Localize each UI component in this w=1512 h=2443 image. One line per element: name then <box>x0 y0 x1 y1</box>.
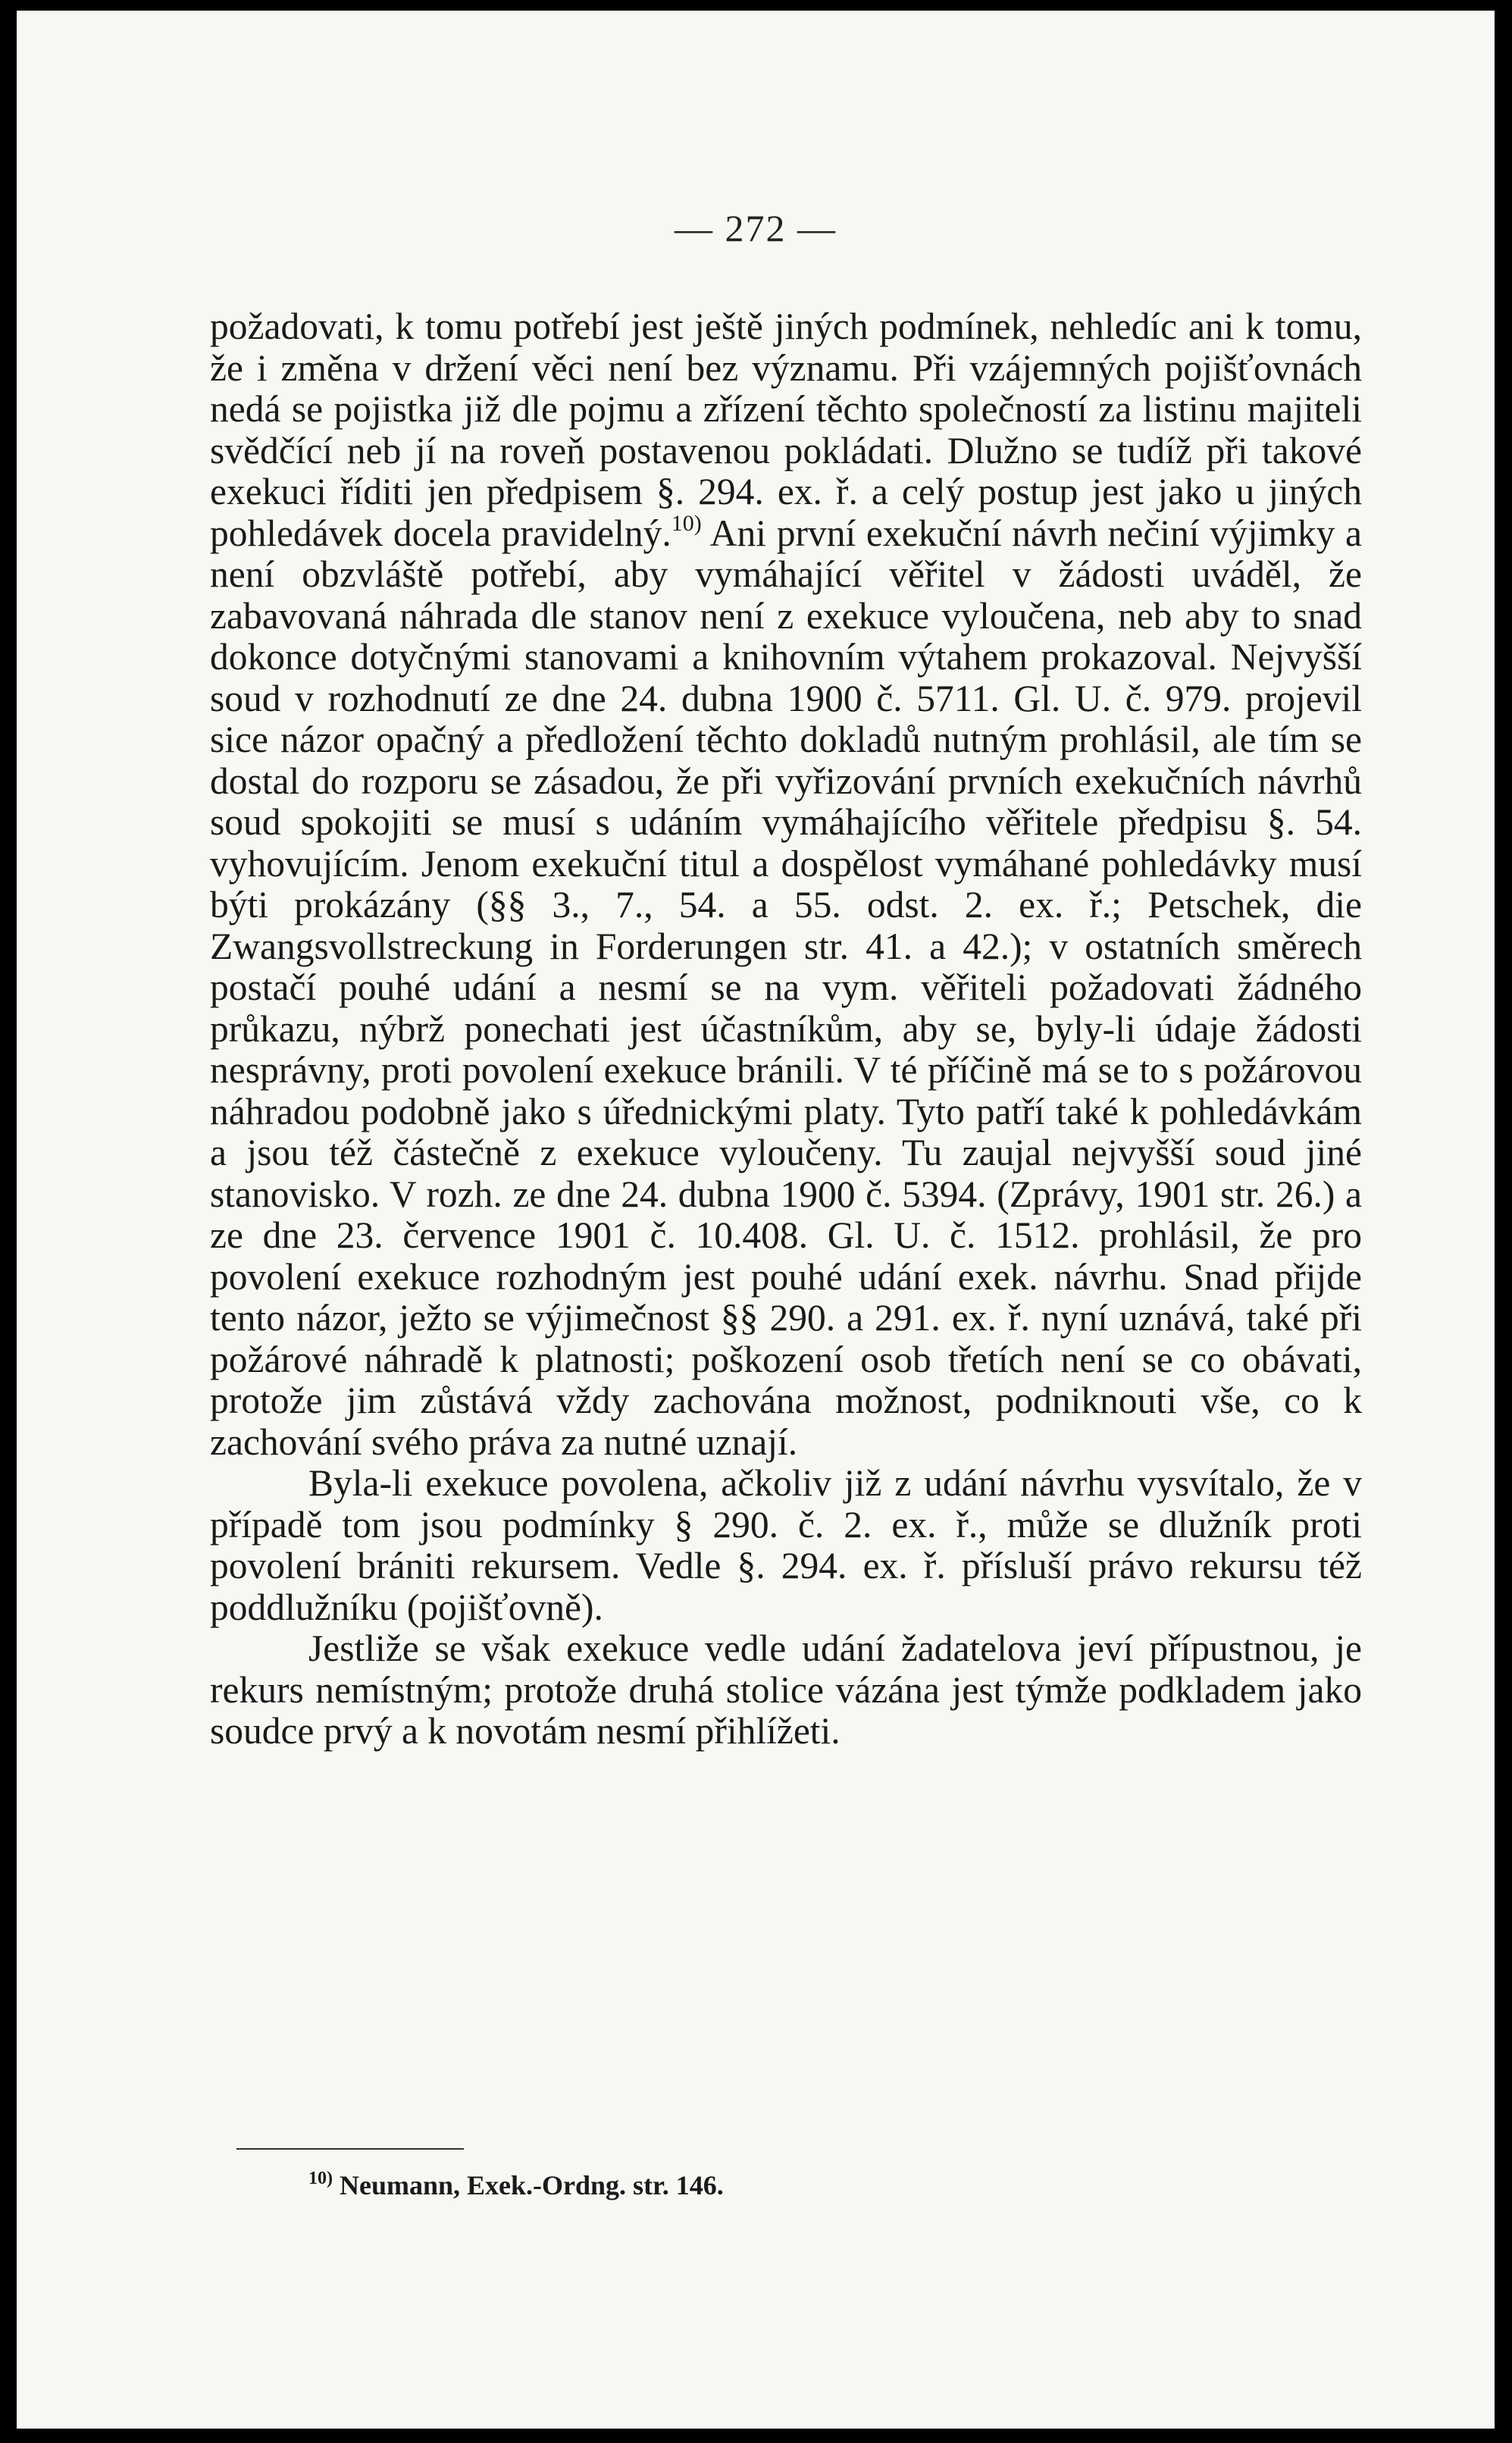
paragraph-1 <box>210 306 1362 1463</box>
body-text <box>210 306 1362 1752</box>
page-number: — 272 — <box>675 207 837 249</box>
footnote-divider <box>236 2148 464 2150</box>
footnote-reference[interactable]: 10) <box>671 510 702 536</box>
footnote <box>308 2169 724 2201</box>
paragraph-1-part-b: Ani první exekuční návrh nečiní výjimky a není obzvláště potřebí, aby vymáhající věřitel v žádosti uváděl, že zabavovaná náhrada dle stanov není z exekuce vyloučena, neb aby to snad dokonce dotyčnými stanovami a knihovním výtahem prokazoval. Nejvyšší soud v rozhodnutí ze dne 24. dubna 1900 č. 5711. Gl. U. č. 979. projevil sice názor opačný a předložení těchto dokladů nutným prohlásil, ale tím se dostal do rozporu se zásadou, že při vyřizování prvních exekučních návrhů soud spokojiti se musí s udáním vymáhajícího věřitele předpisu §. 54. vyhovujícím. Jenom exekuční titul a dospělost vymáhané pohledávky musí býti prokázány (§§ 3., 7., 54. a 55. odst. 2. ex. ř.; Petschek, die Zwangsvollstreckung in Forderungen str. 41. a 42.); v ostatních směrech postačí pouhé udání a nesmí se na vym. věřiteli požadovati žádného průkazu, nýbrž ponechati jest účastníkům, aby se, byly-li údaje žádosti nesprávny, proti povolení exekuce bránili. V té příčině má se to s požárovou náhradou podobně jako s úřednickými platy. Tyto patří také k pohledávkám a jsou též částečně z exekuce vyloučeny. Tu zaujal nejvyšší soud jiné stanovisko. V rozh. ze dne 24. dubna 1900 č. 5394. (Zprávy, 1901 str. 26.) a ze dne 23. července 1901 č. 10.408. Gl. U. č. 1512. prohlásil, že pro povolení exekuce rozhodným jest pouhé udání exek. návrhu. Snad přijde tento názor, ježto se výjimečnost §§ 290. a 291. ex. ř. nyní uznává, také při požárové náhradě k platnosti; poškození osob třetích není se co obávati, protože jim zůstává vždy zachována možnost, podniknouti vše, co k zachování svého práva za nutné uznají. <box>210 512 1362 1463</box>
footnote-text: Neumann, Exek.-Ordng. str. 146. <box>333 2170 724 2200</box>
paragraph-1-part-a: požadovati, k tomu potřebí jest ještě jiných podmínek, nehledíc ani k tomu, že i změna v držení věci není bez významu. Při vzájemných pojišťovnách nedá se pojistka již dle pojmu a zřízení těchto společností za listinu majiteli svědčící neb jí na roveň postavenou pokládati. Dlužno se tudíž při takové exekuci říditi jen předpisem §. 294. ex. ř. a celý postup jest jako u jiných pohledávek docela pravidelný. <box>210 305 1362 554</box>
paragraph-2: Byla-li exekuce povolena, ačkoliv již z udání návrhu vysvítalo, že v případě tom jsou podmínky § 290. č. 2. ex. ř., může se dlužník proti povolení brániti rekursem. Vedle §. 294. ex. ř. přísluší právo rekursu též poddlužníku (pojišťovně). <box>210 1462 1362 1628</box>
footnote-mark: 10) <box>308 2169 333 2188</box>
scanned-page <box>17 11 1495 2429</box>
paragraph-3: Jestliže se však exekuce vedle udání žadatelova jeví přípustnou, je rekurs nemístným; protože druhá stolice vázána jest týmže podkladem jako soudce prvý a k novotám nesmí přihlížeti. <box>210 1627 1362 1752</box>
